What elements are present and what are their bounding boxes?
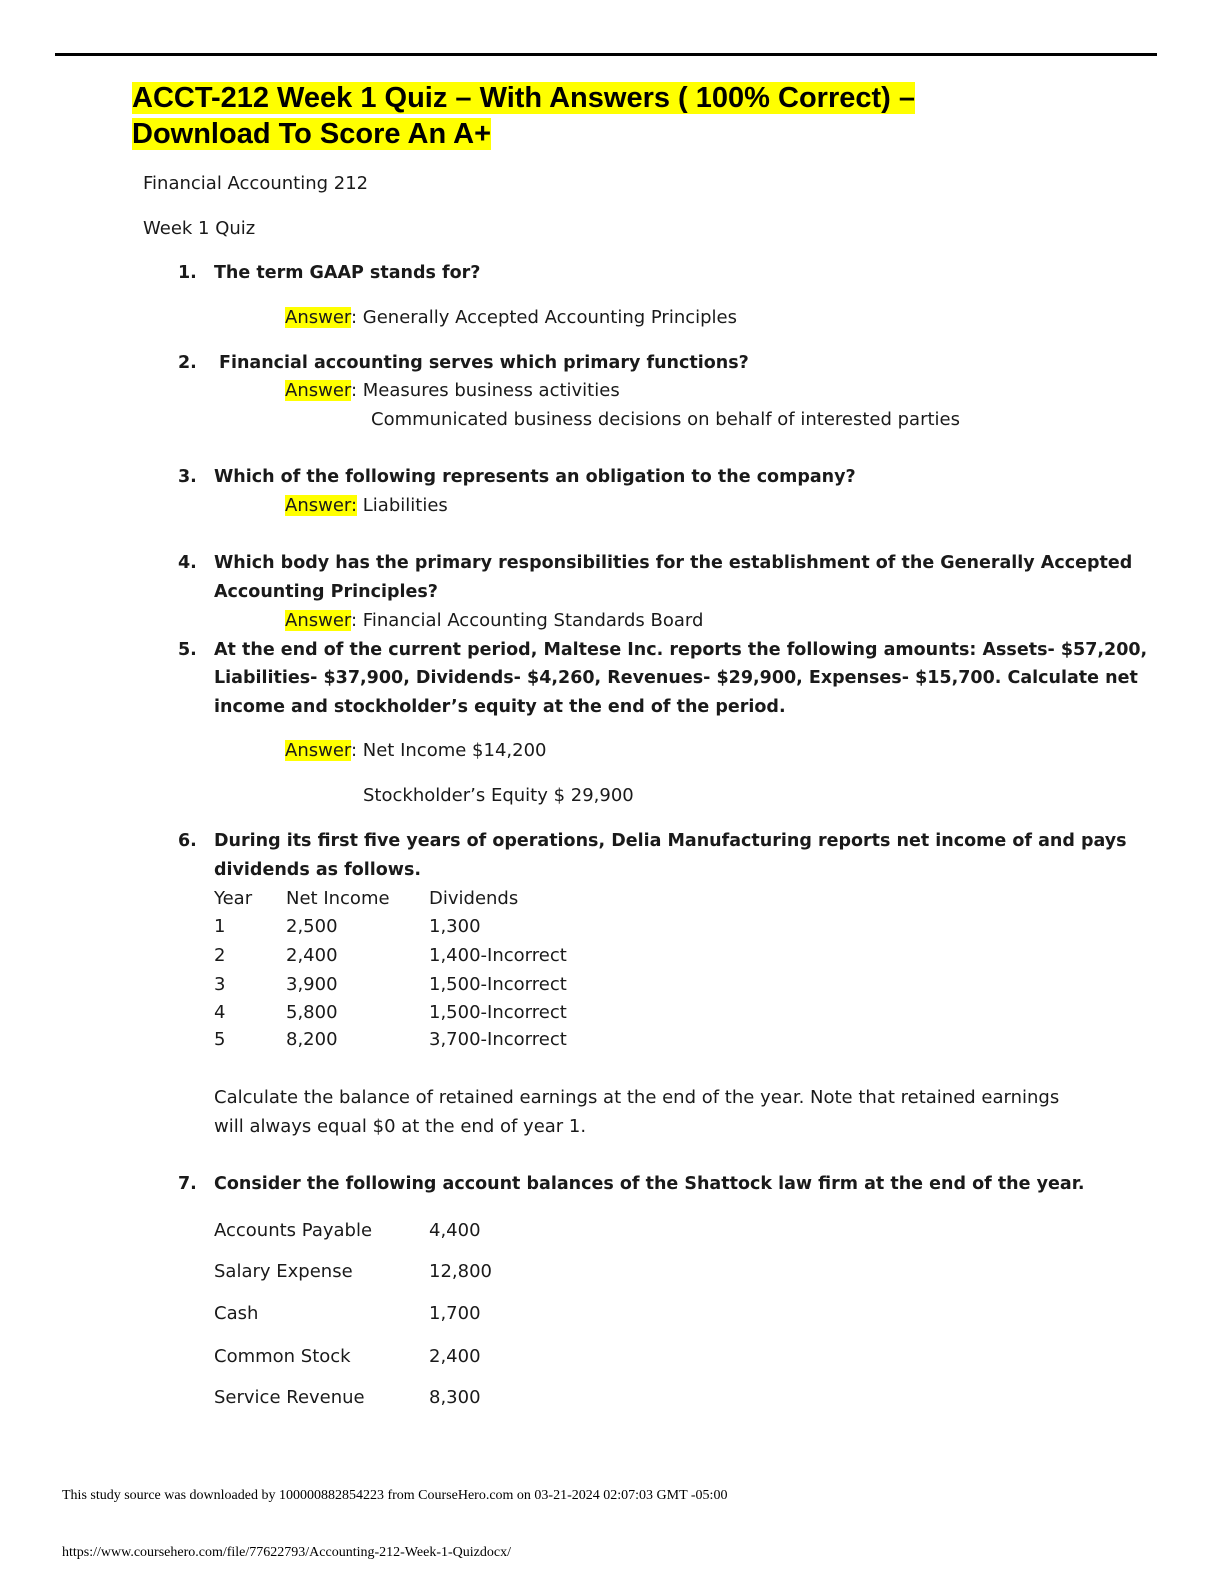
q6-row5-dividends: 3,700-Incorrect [429, 1029, 567, 1050]
q6-row4-dividends: 1,500-Incorrect [429, 1002, 567, 1023]
q5-answer-text-2: Stockholder’s Equity $ 29,900 [363, 785, 634, 806]
quiz-name: Week 1 Quiz [143, 218, 256, 239]
q1-question: The term GAAP stands for? [214, 263, 481, 283]
q7-account-name: Salary Expense [214, 1261, 353, 1282]
q5-answer-text-1: : Net Income $14,200 [350, 740, 547, 761]
q6-row3-net-income: 3,900 [286, 974, 338, 995]
q6-row4-net-income: 5,800 [286, 1002, 338, 1023]
q5-answer [285, 739, 546, 763]
q1-number: 1. [178, 263, 197, 283]
q5-question-line-1: At the end of the current period, Maltese Inc. reports the following amounts: Assets- $57,200, [214, 640, 1148, 660]
q6-row2-year: 2 [214, 945, 226, 966]
q7-question: Consider the following account balances of the Shattock law firm at the end of the year. [214, 1174, 1085, 1194]
q6-row3-year: 3 [214, 974, 226, 995]
q6-row1-net-income: 2,500 [286, 916, 338, 937]
q4-answer-text: : Financial Accounting Standards Board [350, 610, 704, 631]
q3-answer [285, 494, 448, 518]
q6-header-year: Year [214, 888, 253, 909]
q3-answer-text: Liabilities [357, 495, 448, 516]
q6-header-net-income: Net Income [286, 888, 390, 909]
top-rule [55, 53, 1157, 56]
q6-note-line-2: will always equal $0 at the end of year 1. [214, 1116, 587, 1137]
q6-row1-dividends: 1,300 [429, 916, 481, 937]
q7-account-balance: 4,400 [429, 1220, 481, 1241]
q7-account-name: Cash [214, 1303, 259, 1324]
course-name: Financial Accounting 212 [143, 173, 369, 194]
q3-number: 3. [178, 467, 197, 487]
q2-answer [285, 379, 620, 403]
q2-number: 2. [178, 353, 197, 373]
title-line-2: Download To Score An A+ [132, 118, 492, 150]
q7-account-balance: 12,800 [429, 1261, 492, 1282]
q2-answer-text-1: : Measures business activities [350, 380, 620, 401]
title-line-1: ACCT-212 Week 1 Quiz – With Answers ( 100% Correct) – [132, 82, 915, 114]
download-notice: This study source was downloaded by 100000882854223 from CourseHero.com on 03-21-2024 02:07:03 GMT -05:00 [62, 1488, 728, 1503]
q5-question-line-2: Liabilities- $37,900, Dividends- $4,260, Revenues- $29,900, Expenses- $15,700. Calculate net [214, 668, 1138, 688]
q7-account-name: Service Revenue [214, 1387, 365, 1408]
q6-row3-dividends: 1,500-Incorrect [429, 974, 567, 995]
answer-label: Answer: [285, 495, 358, 516]
page-title [132, 80, 915, 152]
answer-label: Answer [285, 610, 351, 631]
q6-question-line-1: During its first five years of operations, Delia Manufacturing reports net income of and pays [214, 831, 1127, 851]
q6-row5-net-income: 8,200 [286, 1029, 338, 1050]
q4-question-line-2: Accounting Principles? [214, 582, 438, 602]
q2-question: Financial accounting serves which primary functions? [219, 353, 749, 373]
q6-header-dividends: Dividends [429, 888, 519, 909]
q2-answer-text-2: Communicated business decisions on behalf of interested parties [371, 409, 960, 430]
source-url-link[interactable]: https://www.coursehero.com/file/77622793/Accounting-212-Week-1-Quizdocx/ [62, 1545, 511, 1560]
q7-account-name: Accounts Payable [214, 1220, 373, 1241]
q7-account-name: Common Stock [214, 1346, 351, 1367]
answer-label: Answer [285, 380, 351, 401]
q4-question-line-1: Which body has the primary responsibilities for the establishment of the Generally Accepted [214, 553, 1133, 573]
q4-number: 4. [178, 553, 197, 573]
q7-account-balance: 2,400 [429, 1346, 481, 1367]
q6-row5-year: 5 [214, 1029, 226, 1050]
q6-row2-net-income: 2,400 [286, 945, 338, 966]
q6-note-line-1: Calculate the balance of retained earnings at the end of the year. Note that retained earnings [214, 1087, 1060, 1108]
answer-label: Answer [285, 740, 351, 761]
q7-account-balance: 8,300 [429, 1387, 481, 1408]
q1-answer-text: : Generally Accepted Accounting Principles [350, 307, 738, 328]
q6-question-line-2: dividends as follows. [214, 860, 422, 880]
q4-answer [285, 609, 703, 633]
q6-row2-dividends: 1,400-Incorrect [429, 945, 567, 966]
q5-number: 5. [178, 640, 197, 660]
q5-question-line-3: income and stockholder’s equity at the end of the period. [214, 697, 786, 717]
answer-label: Answer [285, 307, 351, 328]
q6-row4-year: 4 [214, 1002, 226, 1023]
q1-answer [285, 306, 737, 330]
q7-account-balance: 1,700 [429, 1303, 481, 1324]
q3-question: Which of the following represents an obligation to the company? [214, 467, 856, 487]
q6-row1-year: 1 [214, 916, 226, 937]
q6-number: 6. [178, 831, 197, 851]
q7-number: 7. [178, 1174, 197, 1194]
